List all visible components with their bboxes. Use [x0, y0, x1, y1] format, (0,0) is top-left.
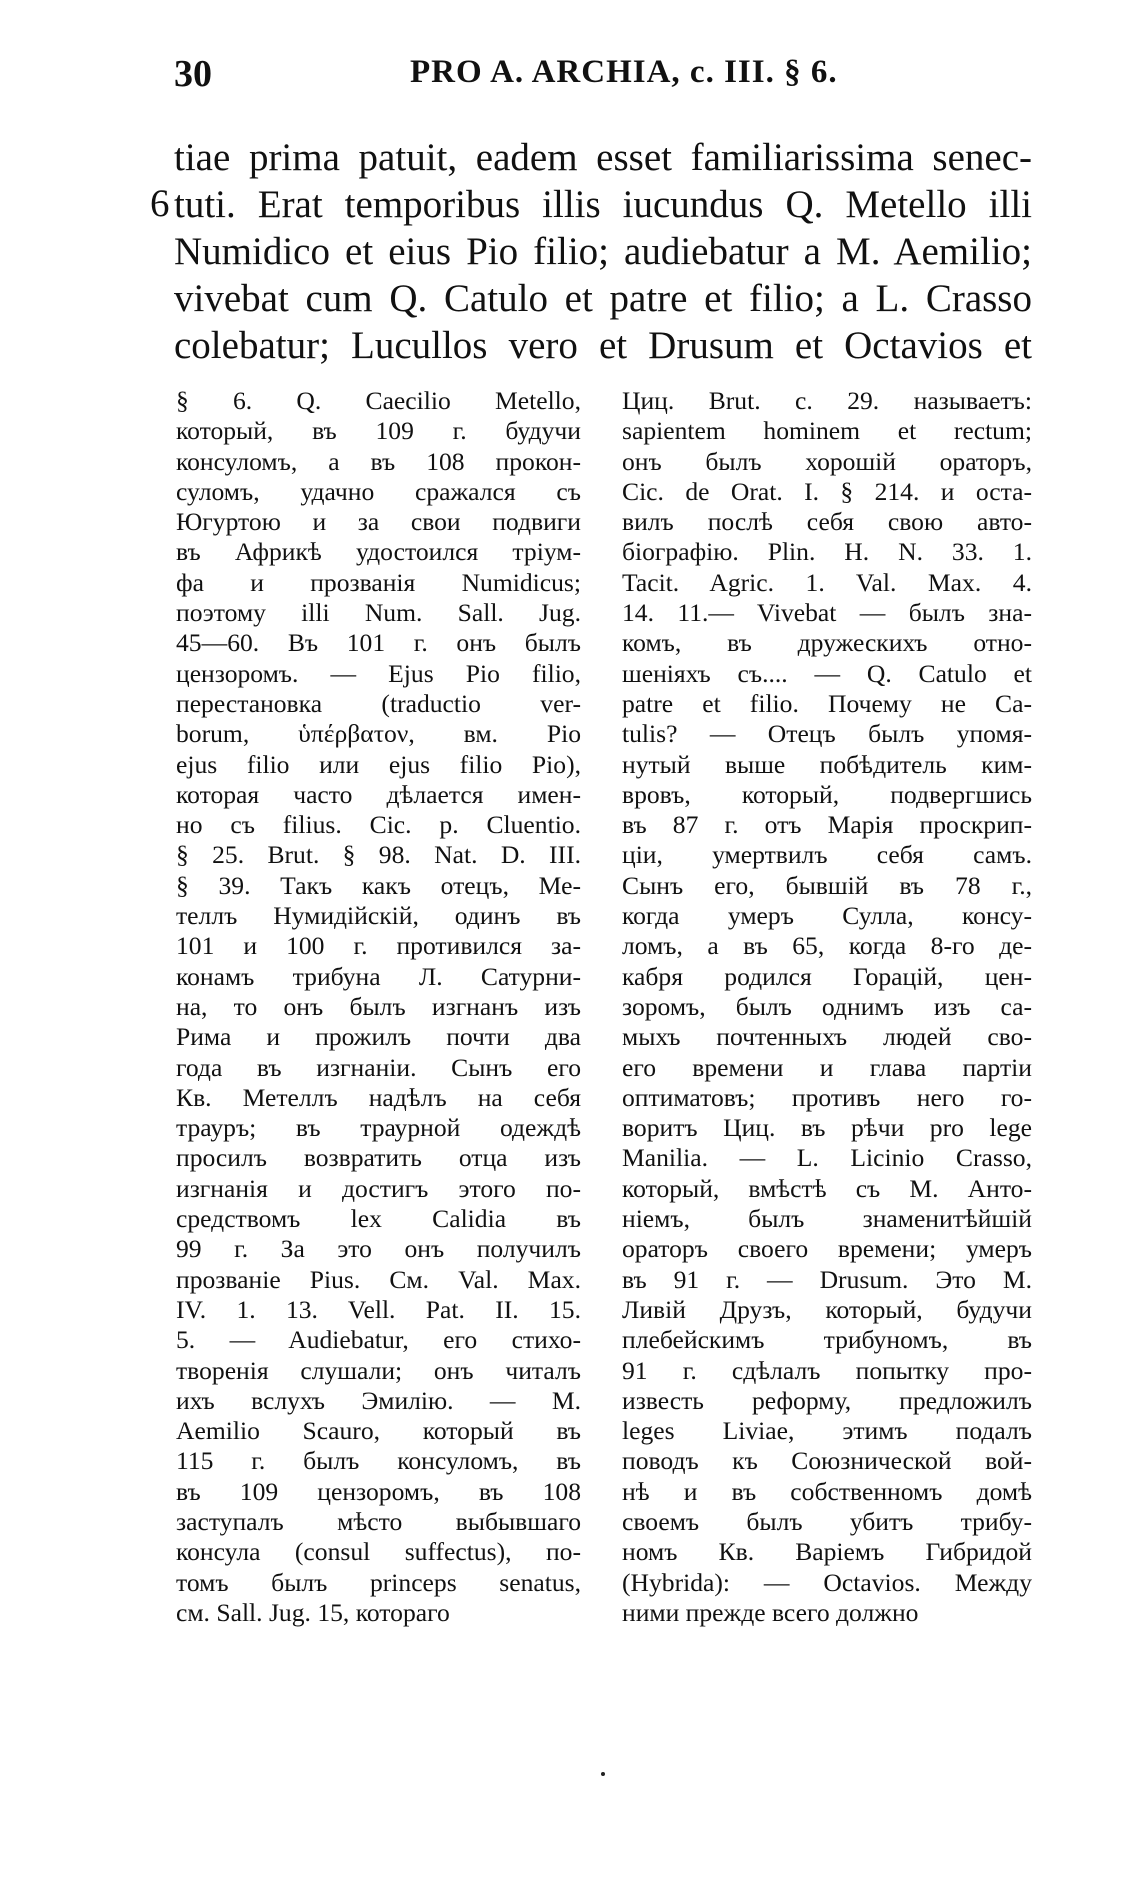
- note-line: Aemilio Scauro, который въ: [176, 1416, 581, 1446]
- note-line: tulis? — Отецъ былъ упомя-: [622, 719, 1032, 749]
- note-line: его времени и глава партіи: [622, 1052, 1032, 1082]
- note-line: мыхъ почтенныхъ людей сво-: [622, 1022, 1032, 1052]
- note-line: заступалъ мѣсто выбывшаго: [176, 1506, 581, 1536]
- note-line: ejus filio или ejus filio Pio),: [176, 749, 581, 779]
- note-line: консуломъ, а въ 108 прокон-: [176, 446, 581, 476]
- page-header: [174, 52, 1032, 112]
- note-line: біографію. Plin. H. N. 33. 1.: [622, 537, 1032, 567]
- note-line: въ 109 цензоромъ, въ 108: [176, 1476, 581, 1506]
- note-line: 99 г. За это онъ получилъ: [176, 1234, 581, 1264]
- page-number: 30: [174, 53, 212, 95]
- commentary-right-column: [622, 386, 1032, 1628]
- note-line: изгнанія и достигъ этого по-: [176, 1173, 581, 1203]
- note-line: 5. — Audiebatur, его стихо-: [176, 1325, 581, 1355]
- note-line: Кв. Метеллъ надѣлъ на себя: [176, 1082, 581, 1112]
- note-line: leges Liviae, этимъ подалъ: [622, 1416, 1032, 1446]
- note-line: перестановка (traductio ver-: [176, 688, 581, 718]
- commentary-left-column: [176, 386, 581, 1628]
- note-line: прозваніе Pius. См. Val. Max.: [176, 1264, 581, 1294]
- note-line: ломъ, а въ 65, когда 8-го де-: [622, 931, 1032, 961]
- note-line: 115 г. былъ консуломъ, въ: [176, 1446, 581, 1476]
- note-line: IV. 1. 13. Vell. Pat. II. 15.: [176, 1294, 581, 1324]
- latin-text-block: [174, 134, 1032, 369]
- note-line: § 39. Такъ какъ отецъ, Ме-: [176, 870, 581, 900]
- note-line: 14. 11.— Vivebat — былъ зна-: [622, 598, 1032, 628]
- note-line: поэтому illi Num. Sall. Jug.: [176, 598, 581, 628]
- note-line: patre et filio. Почему не Ca-: [622, 688, 1032, 718]
- note-line: ними прежде всего должно: [622, 1597, 919, 1627]
- note-line: 45—60. Въ 101 г. онъ былъ: [176, 628, 581, 658]
- note-line: въ 87 г. отъ Марія проскрип-: [622, 810, 1032, 840]
- note-line: средствомъ lex Calidia въ: [176, 1204, 581, 1234]
- note-line: оптиматовъ; противъ него го-: [622, 1082, 1032, 1112]
- note-line: который, вмѣстѣ съ М. Анто-: [622, 1173, 1032, 1203]
- text-line: tuti. Erat temporibus illis iucundus Q. Metello illi: [174, 183, 1032, 226]
- note-line: консула (consul suffectus), по-: [176, 1537, 581, 1567]
- note-line: но съ filius. Cic. p. Cluentio.: [176, 810, 581, 840]
- note-line: Cic. de Orat. I. § 214. и оста-: [622, 476, 1032, 506]
- note-line: ніемъ, былъ знаменитѣйшій: [622, 1204, 1032, 1234]
- text-line: tiae prima patuit, eadem esset familiarissima senec-: [174, 136, 1032, 179]
- note-line: воритъ Циц. въ рѣчи pro lege: [622, 1113, 1032, 1143]
- note-line: трауръ; въ траурной одеждѣ: [176, 1113, 581, 1143]
- note-line: въ Африкѣ удостоился тріум-: [176, 537, 581, 567]
- note-line: ораторъ своего времени; умеръ: [622, 1234, 1032, 1264]
- note-line: фа и прозванія Numidicus;: [176, 567, 581, 597]
- note-line: года въ изгнаніи. Сынъ его: [176, 1052, 581, 1082]
- note-line: теллъ Нумидійскій, одинъ въ: [176, 901, 581, 931]
- note-line: поводъ къ Союзнической вой-: [622, 1446, 1032, 1476]
- note-line: томъ былъ princeps senatus,: [176, 1567, 581, 1597]
- note-line: Рима и прожилъ почти два: [176, 1022, 581, 1052]
- note-line: цензоромъ. — Ejus Pio filio,: [176, 658, 581, 688]
- note-line: § 25. Brut. § 98. Nat. D. III.: [176, 840, 581, 870]
- note-line: 101 и 100 г. противился за-: [176, 931, 581, 961]
- note-line: комъ, въ дружескихъ отно-: [622, 628, 1032, 658]
- note-line: творенія слушали; онъ читалъ: [176, 1355, 581, 1385]
- note-line: Югуртою и за свои подвиги: [176, 507, 581, 537]
- note-line: § 6. Q. Caecilio Metello,: [176, 386, 581, 415]
- note-line: нѣ и въ собственномъ домѣ: [622, 1476, 1032, 1506]
- running-head: PRO A. ARCHIA, c. III. § 6.: [410, 54, 838, 90]
- note-line: Сынъ его, бывшій въ 78 г.,: [622, 870, 1032, 900]
- text-line: vivebat cum Q. Catulo et patre et filio; a L. Crasso: [174, 277, 1032, 320]
- note-line: Tacit. Agric. 1. Val. Max. 4.: [622, 567, 1032, 597]
- note-line: borum, ὑπέρβατον, вм. Pio: [176, 719, 581, 749]
- text-line: Numidico et eius Pio filio; audiebatur a M. Aemilio;: [174, 230, 1032, 273]
- note-line: (Hybrida): — Octavios. Между: [622, 1567, 1032, 1597]
- note-line: известь реформу, предложилъ: [622, 1385, 1032, 1415]
- note-line: ихъ вслухъ Эмилію. — M.: [176, 1385, 581, 1415]
- note-line: который, въ 109 г. будучи: [176, 416, 581, 446]
- note-line: 91 г. сдѣлалъ попытку про-: [622, 1355, 1032, 1385]
- note-line: въ 91 г. — Drusum. Это М.: [622, 1264, 1032, 1294]
- note-line: когда умеръ Сулла, консу-: [622, 901, 1032, 931]
- note-line: см. Sall. Jug. 15, котораго: [176, 1597, 450, 1627]
- section-marker: 6: [150, 182, 170, 225]
- note-line: ціи, умертвилъ себя самъ.: [622, 840, 1032, 870]
- note-line: вровъ, который, подвергшись: [622, 779, 1032, 809]
- note-line: конамъ трибуна Л. Сатурни-: [176, 961, 581, 991]
- note-line: вилъ послѣ себя свою авто-: [622, 507, 1032, 537]
- note-line: суломъ, удачно сражался съ: [176, 476, 581, 506]
- note-line: на, то онъ былъ изгнанъ изъ: [176, 991, 581, 1021]
- note-line: нутый выше побѣдитель ким-: [622, 749, 1032, 779]
- note-line: sapientem hominem et rectum;: [622, 416, 1032, 446]
- note-line: своемъ былъ убитъ трибу-: [622, 1506, 1032, 1536]
- note-line: Manilia. — L. Licinio Crasso,: [622, 1143, 1032, 1173]
- text-line: colebatur; Lucullos vero et Drusum et Octavios et: [174, 324, 1032, 367]
- stray-dot: [601, 1772, 605, 1776]
- note-line: кабря родился Горацій, цен-: [622, 961, 1032, 991]
- note-line: Ливій Друзъ, который, будучи: [622, 1294, 1032, 1324]
- note-line: номъ Кв. Варіемъ Гибридой: [622, 1537, 1032, 1567]
- note-line: онъ былъ хорошій ораторъ,: [622, 446, 1032, 476]
- note-line: шеніяхъ съ.... — Q. Catulo et: [622, 658, 1032, 688]
- note-line: просилъ возвратить отца изъ: [176, 1143, 581, 1173]
- note-line: которая часто дѣлается имен-: [176, 779, 581, 809]
- note-line: Циц. Brut. c. 29. называетъ:: [622, 386, 1032, 415]
- note-line: зоромъ, былъ однимъ изъ са-: [622, 991, 1032, 1021]
- note-line: плебейскимъ трибуномъ, въ: [622, 1325, 1032, 1355]
